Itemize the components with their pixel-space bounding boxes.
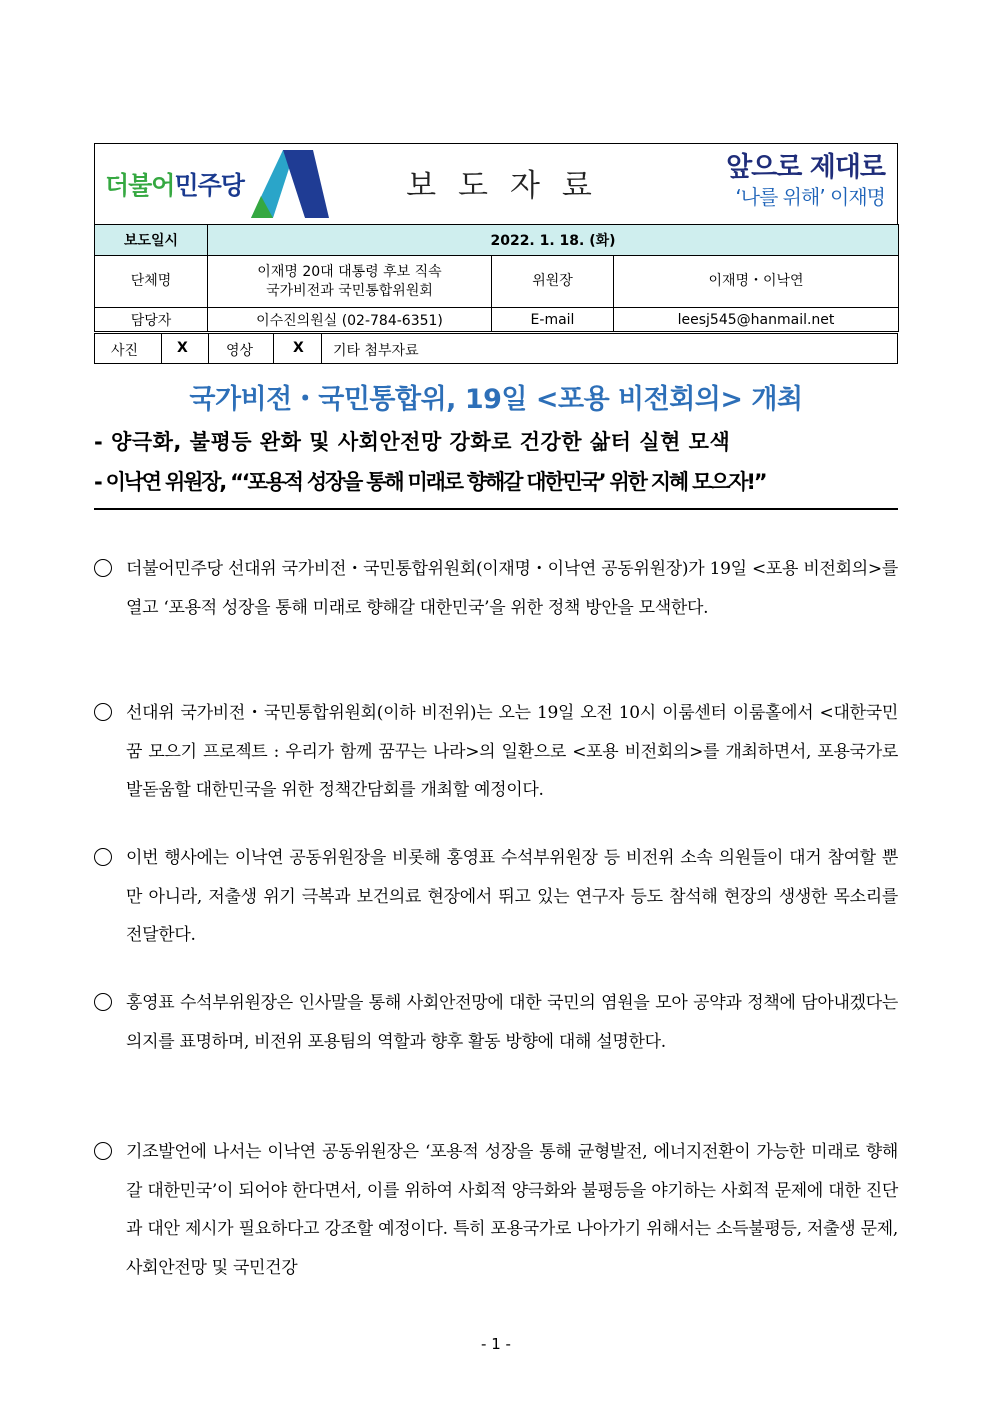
circle-bullet-icon	[94, 848, 112, 866]
contact-label: 담당자	[95, 308, 208, 332]
doc-title: 보도자료	[406, 168, 614, 204]
divider	[94, 508, 898, 510]
headline: 국가비전・국민통합위, 19일 <포용 비전회의> 개최	[189, 384, 803, 415]
photo-mark: X	[177, 340, 188, 356]
circle-bullet-icon	[94, 993, 112, 1011]
release-date-value: 2022. 1. 18. (화)	[208, 225, 899, 256]
party-logo: 더불어민주당	[105, 171, 244, 200]
slogan-sub: ‘나를 위해’ 이재명	[735, 185, 885, 209]
circle-bullet-icon	[94, 1142, 112, 1160]
other-attachments-label: 기타 첨부자료	[333, 343, 419, 359]
contact-value: 이수진의원실 (02-784-6351)	[208, 308, 492, 332]
email-value[interactable]: leesj545@hanmail.net	[614, 308, 899, 332]
release-date-label: 보도일시	[95, 225, 208, 256]
paragraph: 이번 행사에는 이낙연 공동위원장을 비롯해 홍영표 수석부위원장 등 비전위 소속 의원들이 대거 참여할 뿐만 아니라, 저출생 위기 극복과 보건의료 현장에서 뛰고 있는 연구자 등도 참석해 현장의 생생한 목소리를 전달한다.	[94, 839, 898, 955]
chair-label: 위원장	[492, 256, 614, 308]
page-number: - 1 -	[481, 1335, 511, 1353]
circle-bullet-icon	[94, 559, 112, 577]
party-emblem-icon	[243, 146, 335, 222]
slogan-main: 앞으로 제대로	[726, 152, 885, 183]
subheading-1: - 양극화, 불평등 완화 및 사회안전망 강화로 건강한 삶터 실현 모색	[94, 430, 731, 454]
circle-bullet-icon	[94, 703, 112, 721]
paragraph: 기조발언에 나서는 이낙연 공동위원장은 ‘포용적 성장을 통해 균형발전, 에너지전환이 가능한 미래로 향해갈 대한민국’이 되어야 한다면서, 이를 위하여 사회적 양극화와 불평등을 야기하는 사회적 문제에 대한 진단과 대안 제시가 필요하다고 강조할 예정이다. 특히 포용국가로 나아가기 위해서는 소득불평등, 저출생 문제, 사회안전망 및 국민건강	[94, 1133, 898, 1287]
attachments-row	[94, 333, 898, 364]
release-info-table	[94, 224, 899, 332]
photo-label: 사진	[111, 343, 139, 359]
org-label: 단체명	[95, 256, 208, 308]
subheading-2: - 이낙연 위원장, “‘포용적 성장을 통해 미래로 향해갈 대한민국’ 위한 지혜 모으자!”	[94, 470, 766, 494]
paragraph: 홍영표 수석부위원장은 인사말을 통해 사회안전망에 대한 국민의 염원을 모아 공약과 정책에 담아내겠다는 의지를 표명하며, 비전위 포용팀의 역할과 향후 활동 방향에 대해 설명한다.	[94, 984, 898, 1061]
paragraph: 선대위 국가비전・국민통합위원회(이하 비전위)는 오는 19일 오전 10시 이룸센터 이룸홀에서 <대한국민 꿈 모으기 프로젝트 : 우리가 함께 꿈꾸는 나라>의 일환으로 <포용 비전회의>를 개최하면서, 포용국가로 발돋움할 대한민국을 위한 정책간담회를 개최할 예정이다.	[94, 694, 898, 810]
paragraph: 더불어민주당 선대위 국가비전・국민통합위원회(이재명・이낙연 공동위원장)가 19일 <포용 비전회의>를 열고 ‘포용적 성장을 통해 미래로 향해갈 대한민국’을 위한 정책 방안을 모색한다.	[94, 550, 898, 627]
press-header	[94, 143, 898, 225]
campaign-slogan	[726, 152, 885, 210]
video-mark: X	[293, 340, 304, 356]
chair-value: 이재명・이낙연	[614, 256, 899, 308]
email-label: E-mail	[492, 308, 614, 332]
video-label: 영상	[226, 343, 254, 359]
org-value: 이재명 20대 대통령 후보 직속 국가비전과 국민통합위원회	[208, 256, 492, 308]
